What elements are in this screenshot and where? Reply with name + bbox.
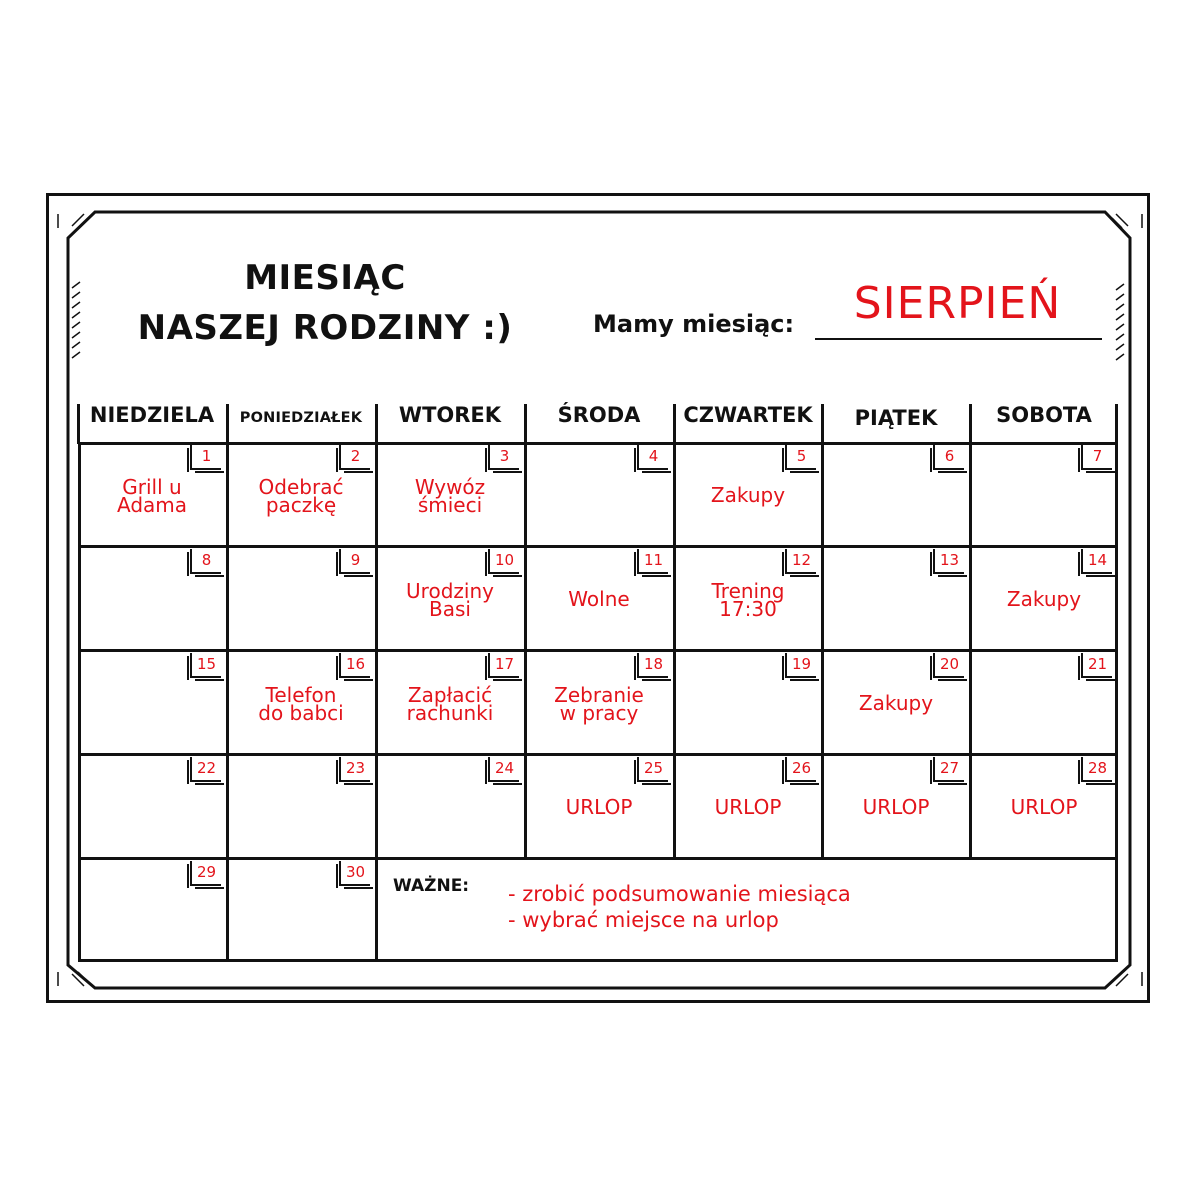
calendar-day-cell[interactable]	[970, 754, 1118, 858]
calendar-day-cell[interactable]	[822, 650, 970, 754]
weekday-header: PONIEDZIAŁEK	[239, 410, 363, 426]
day-note[interactable]: Wywóz śmieci	[414, 475, 486, 517]
weekday-separator	[969, 404, 972, 444]
calendar-day-cell[interactable]	[822, 546, 970, 650]
weekday-separator	[673, 404, 676, 444]
day-note[interactable]: Zebranie w pracy	[554, 683, 644, 725]
page-title-line2: NASZEJ RODZINY :)	[137, 308, 513, 348]
weekday-separator	[1115, 404, 1118, 444]
calendar-day-cell[interactable]	[78, 546, 227, 650]
calendar-day-cell[interactable]	[970, 442, 1118, 546]
day-number: 30	[339, 861, 370, 886]
calendar-day-cell[interactable]	[78, 442, 227, 546]
calendar-day-cell[interactable]	[525, 442, 674, 546]
day-note[interactable]: Odebrać paczkę	[258, 475, 344, 517]
day-number: 27	[933, 757, 964, 782]
calendar-day-cell[interactable]	[970, 546, 1118, 650]
day-note[interactable]: Trening 17:30	[711, 579, 785, 621]
page-title-line1: MIESIĄC	[244, 258, 406, 298]
day-number: 15	[190, 653, 221, 678]
day-number: 23	[339, 757, 370, 782]
weekday-separator	[821, 404, 824, 444]
day-number: 13	[933, 549, 964, 574]
calendar-day-cell[interactable]	[227, 754, 376, 858]
important-item[interactable]: - zrobić podsumowanie miesiąca	[508, 882, 851, 906]
day-note[interactable]: URLOP	[862, 795, 930, 819]
calendar-day-cell[interactable]	[822, 442, 970, 546]
day-number: 26	[785, 757, 816, 782]
day-number: 18	[637, 653, 668, 678]
calendar-day-cell[interactable]	[525, 754, 674, 858]
day-note[interactable]: Grill u Adama	[116, 475, 188, 517]
calendar-day-cell[interactable]	[674, 546, 822, 650]
day-number: 19	[785, 653, 816, 678]
calendar-day-cell[interactable]	[525, 546, 674, 650]
day-number: 21	[1081, 653, 1112, 678]
calendar-day-cell[interactable]	[227, 442, 376, 546]
day-number: 14	[1081, 549, 1112, 574]
day-number: 8	[190, 549, 221, 574]
day-note[interactable]: Wolne	[568, 587, 630, 611]
weekday-header: ŚRODA	[557, 403, 641, 427]
important-item[interactable]: - wybrać miejsce na urlop	[508, 908, 779, 932]
day-number: 4	[637, 445, 668, 470]
weekday-header: CZWARTEK	[683, 403, 813, 427]
day-note[interactable]: URLOP	[1010, 795, 1078, 819]
calendar-day-cell[interactable]	[376, 546, 525, 650]
calendar-day-cell[interactable]	[674, 442, 822, 546]
calendar-day-cell[interactable]	[78, 650, 227, 754]
day-number: 29	[190, 861, 221, 886]
day-note[interactable]: URLOP	[714, 795, 782, 819]
day-number: 7	[1081, 445, 1112, 470]
weekday-header: WTOREK	[398, 403, 502, 427]
day-note[interactable]: Zakupy	[710, 483, 786, 507]
day-number: 22	[190, 757, 221, 782]
calendar-day-cell[interactable]	[227, 650, 376, 754]
weekday-separator	[226, 404, 229, 444]
calendar-day-cell[interactable]	[674, 650, 822, 754]
day-number: 16	[339, 653, 370, 678]
day-note[interactable]: Zapłacić rachunki	[406, 683, 494, 725]
calendar-day-cell[interactable]	[78, 754, 227, 858]
day-note[interactable]: Urodziny Basi	[406, 579, 494, 621]
day-number: 5	[785, 445, 816, 470]
weekday-header: NIEDZIELA	[89, 403, 215, 427]
day-number: 9	[339, 549, 370, 574]
day-number: 11	[637, 549, 668, 574]
month-underline	[815, 338, 1102, 340]
calendar-day-cell[interactable]	[78, 858, 227, 962]
calendar-day-cell[interactable]	[822, 754, 970, 858]
day-number: 3	[488, 445, 519, 470]
day-number: 12	[785, 549, 816, 574]
weekday-header: SOBOTA	[996, 403, 1092, 427]
weekday-header: PIĄTEK	[854, 406, 938, 430]
calendar-day-cell[interactable]	[970, 650, 1118, 754]
day-number: 17	[488, 653, 519, 678]
day-number: 10	[488, 549, 519, 574]
day-number: 24	[488, 757, 519, 782]
calendar-day-cell[interactable]	[674, 754, 822, 858]
important-label: WAŻNE:	[393, 876, 470, 896]
day-number: 28	[1081, 757, 1112, 782]
calendar-day-cell[interactable]	[376, 442, 525, 546]
weekday-separator	[77, 404, 80, 444]
calendar-day-cell[interactable]	[376, 650, 525, 754]
month-value[interactable]: SIERPIEŃ	[853, 278, 1062, 329]
day-note[interactable]: Zakupy	[858, 691, 934, 715]
day-number: 1	[190, 445, 221, 470]
weekday-separator	[375, 404, 378, 444]
month-label: Mamy miesiąc:	[593, 310, 795, 338]
day-number: 20	[933, 653, 964, 678]
day-number: 2	[339, 445, 370, 470]
day-number: 25	[637, 757, 668, 782]
calendar-day-cell[interactable]	[376, 754, 525, 858]
day-note[interactable]: URLOP	[565, 795, 633, 819]
day-number: 6	[933, 445, 964, 470]
weekday-separator	[524, 404, 527, 444]
calendar-day-cell[interactable]	[525, 650, 674, 754]
day-note[interactable]: Telefon do babci	[258, 683, 344, 725]
day-note[interactable]: Zakupy	[1006, 587, 1082, 611]
calendar-day-cell[interactable]	[227, 858, 376, 962]
calendar-day-cell[interactable]	[227, 546, 376, 650]
